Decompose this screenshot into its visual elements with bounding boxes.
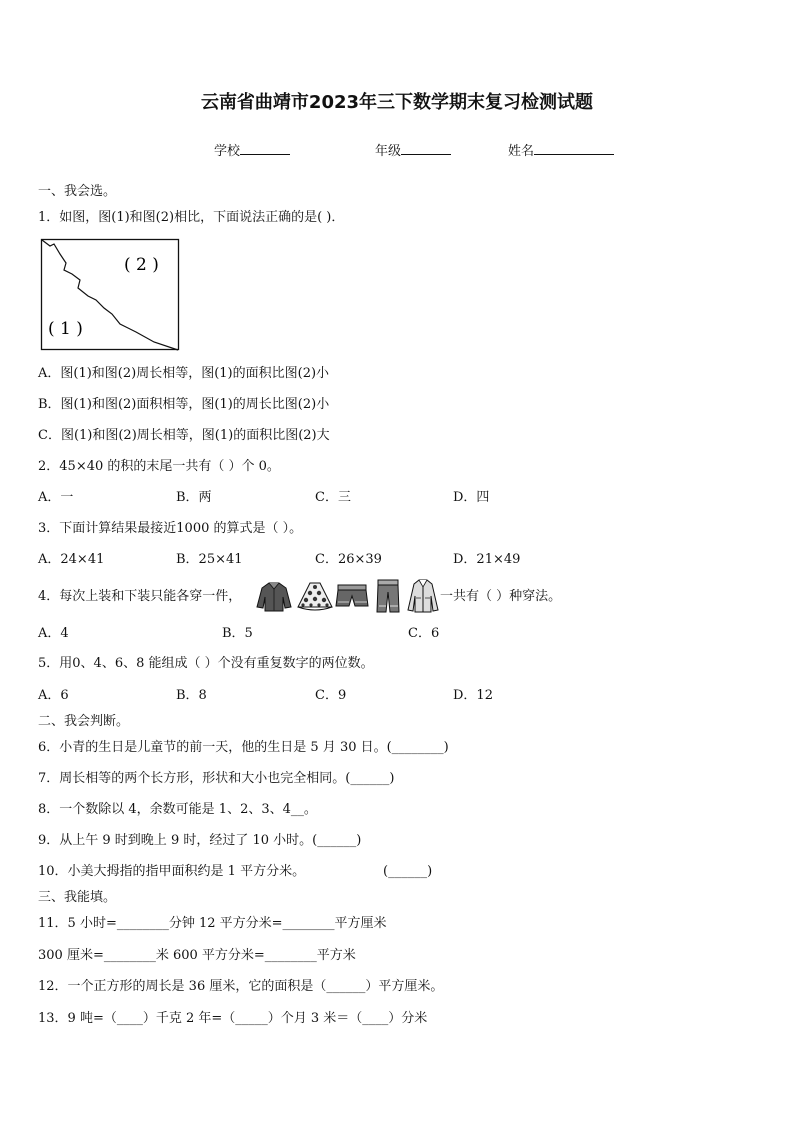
q5-option-b[interactable]: B．8	[176, 688, 207, 703]
jacket-icon	[256, 580, 292, 612]
q1-option-b[interactable]: B．图(1)和图(2)面积相等，图(1)的周长比图(2)小	[38, 397, 330, 412]
fig-label-2: ( 2 )	[124, 255, 159, 275]
q2-option-a[interactable]: A．一	[38, 490, 74, 505]
q4-stem-start: 4．每次上装和下装只能各穿一件，	[38, 589, 242, 604]
q1-option-a[interactable]: A．图(1)和图(2)周长相等，图(1)的面积比图(2)小	[38, 366, 330, 381]
q4-stem-end: 一共有（ ）种穿法。	[440, 589, 562, 604]
polka-dot-cape-icon	[296, 579, 334, 613]
q4-option-c[interactable]: C．6	[408, 626, 440, 641]
q4-option-a[interactable]: A．4	[38, 626, 69, 641]
q6[interactable]: 6．小青的生日是儿童节的前一天，他的生日是 5 月 30 日。(________)	[38, 740, 449, 755]
q3-option-a[interactable]: A．24×41	[38, 552, 105, 567]
school-field[interactable]	[214, 142, 290, 160]
grade-label: 年级	[375, 144, 402, 159]
q3-stem: 3．下面计算结果最接近1000 的算式是（ ）。	[38, 521, 303, 536]
q1-figure	[40, 238, 182, 354]
section-1-heading: 一、我会选。	[38, 184, 117, 199]
q2-option-b[interactable]: B．两	[176, 490, 212, 505]
q5-option-c[interactable]: C．9	[315, 688, 347, 703]
q11-line-1[interactable]: 11．5 小时=________分钟 12 平方分米=________平方厘米	[38, 916, 387, 931]
q3-option-c[interactable]: C．26×39	[315, 552, 382, 567]
q3-option-d[interactable]: D．21×49	[453, 552, 521, 567]
trousers-icon	[374, 578, 402, 614]
school-label: 学校	[214, 144, 241, 159]
q5-option-d[interactable]: D．12	[453, 688, 493, 703]
section-3-heading: 三、我能填。	[38, 890, 117, 905]
fig-label-1: ( 1 )	[48, 319, 83, 339]
q5-stem: 5．用0、4、6、8 能组成（ ）个没有重复数字的两位数。	[38, 656, 374, 671]
name-blank[interactable]	[534, 142, 614, 155]
q11-line-2[interactable]: 300 厘米=________米 600 平方分米=________平方米	[38, 948, 356, 963]
shorts-icon	[335, 582, 369, 610]
q10-stem: 10．小美大拇指的指甲面积约是 1 平方分米。	[38, 864, 306, 879]
q3-option-b[interactable]: B．25×41	[176, 552, 243, 567]
q2-option-d[interactable]: D．四	[453, 490, 490, 505]
q9[interactable]: 9．从上午 9 时到晚上 9 时，经过了 10 小时。(______)	[38, 833, 362, 848]
name-label: 姓名	[508, 144, 535, 159]
q10-blank[interactable]: (______)	[383, 864, 433, 879]
q5-option-a[interactable]: A．6	[38, 688, 69, 703]
q1-option-c[interactable]: C．图(1)和图(2)周长相等，图(1)的面积比图(2)大	[38, 428, 330, 443]
name-field[interactable]	[508, 142, 614, 160]
q4-option-b[interactable]: B．5	[222, 626, 253, 641]
school-blank[interactable]	[240, 142, 290, 155]
q7[interactable]: 7．周长相等的两个长方形，形状和大小也完全相同。(______)	[38, 771, 395, 786]
q12[interactable]: 12．一个正方形的周长是 36 厘米，它的面积是（______）平方厘米。	[38, 979, 444, 994]
q2-stem: 2．45×40 的积的末尾一共有（ ）个 0。	[38, 459, 280, 474]
grade-field[interactable]	[375, 142, 451, 160]
q2-option-c[interactable]: C．三	[315, 490, 351, 505]
q8[interactable]: 8．一个数除以 4，余数可能是 1、2、3、4__。	[38, 802, 317, 817]
grade-blank[interactable]	[401, 142, 451, 155]
q1-stem: 1．如图，图(1)和图(2)相比，下面说法正确的是( )．	[38, 210, 345, 225]
section-2-heading: 二、我会判断。	[38, 714, 130, 729]
q13[interactable]: 13．9 吨=（____）千克 2 年=（_____）个月 3 米＝（____）分米	[38, 1011, 428, 1026]
page-title: 云南省曲靖市2023年三下数学期末复习检测试题	[200, 92, 594, 113]
coat-icon	[406, 578, 440, 614]
